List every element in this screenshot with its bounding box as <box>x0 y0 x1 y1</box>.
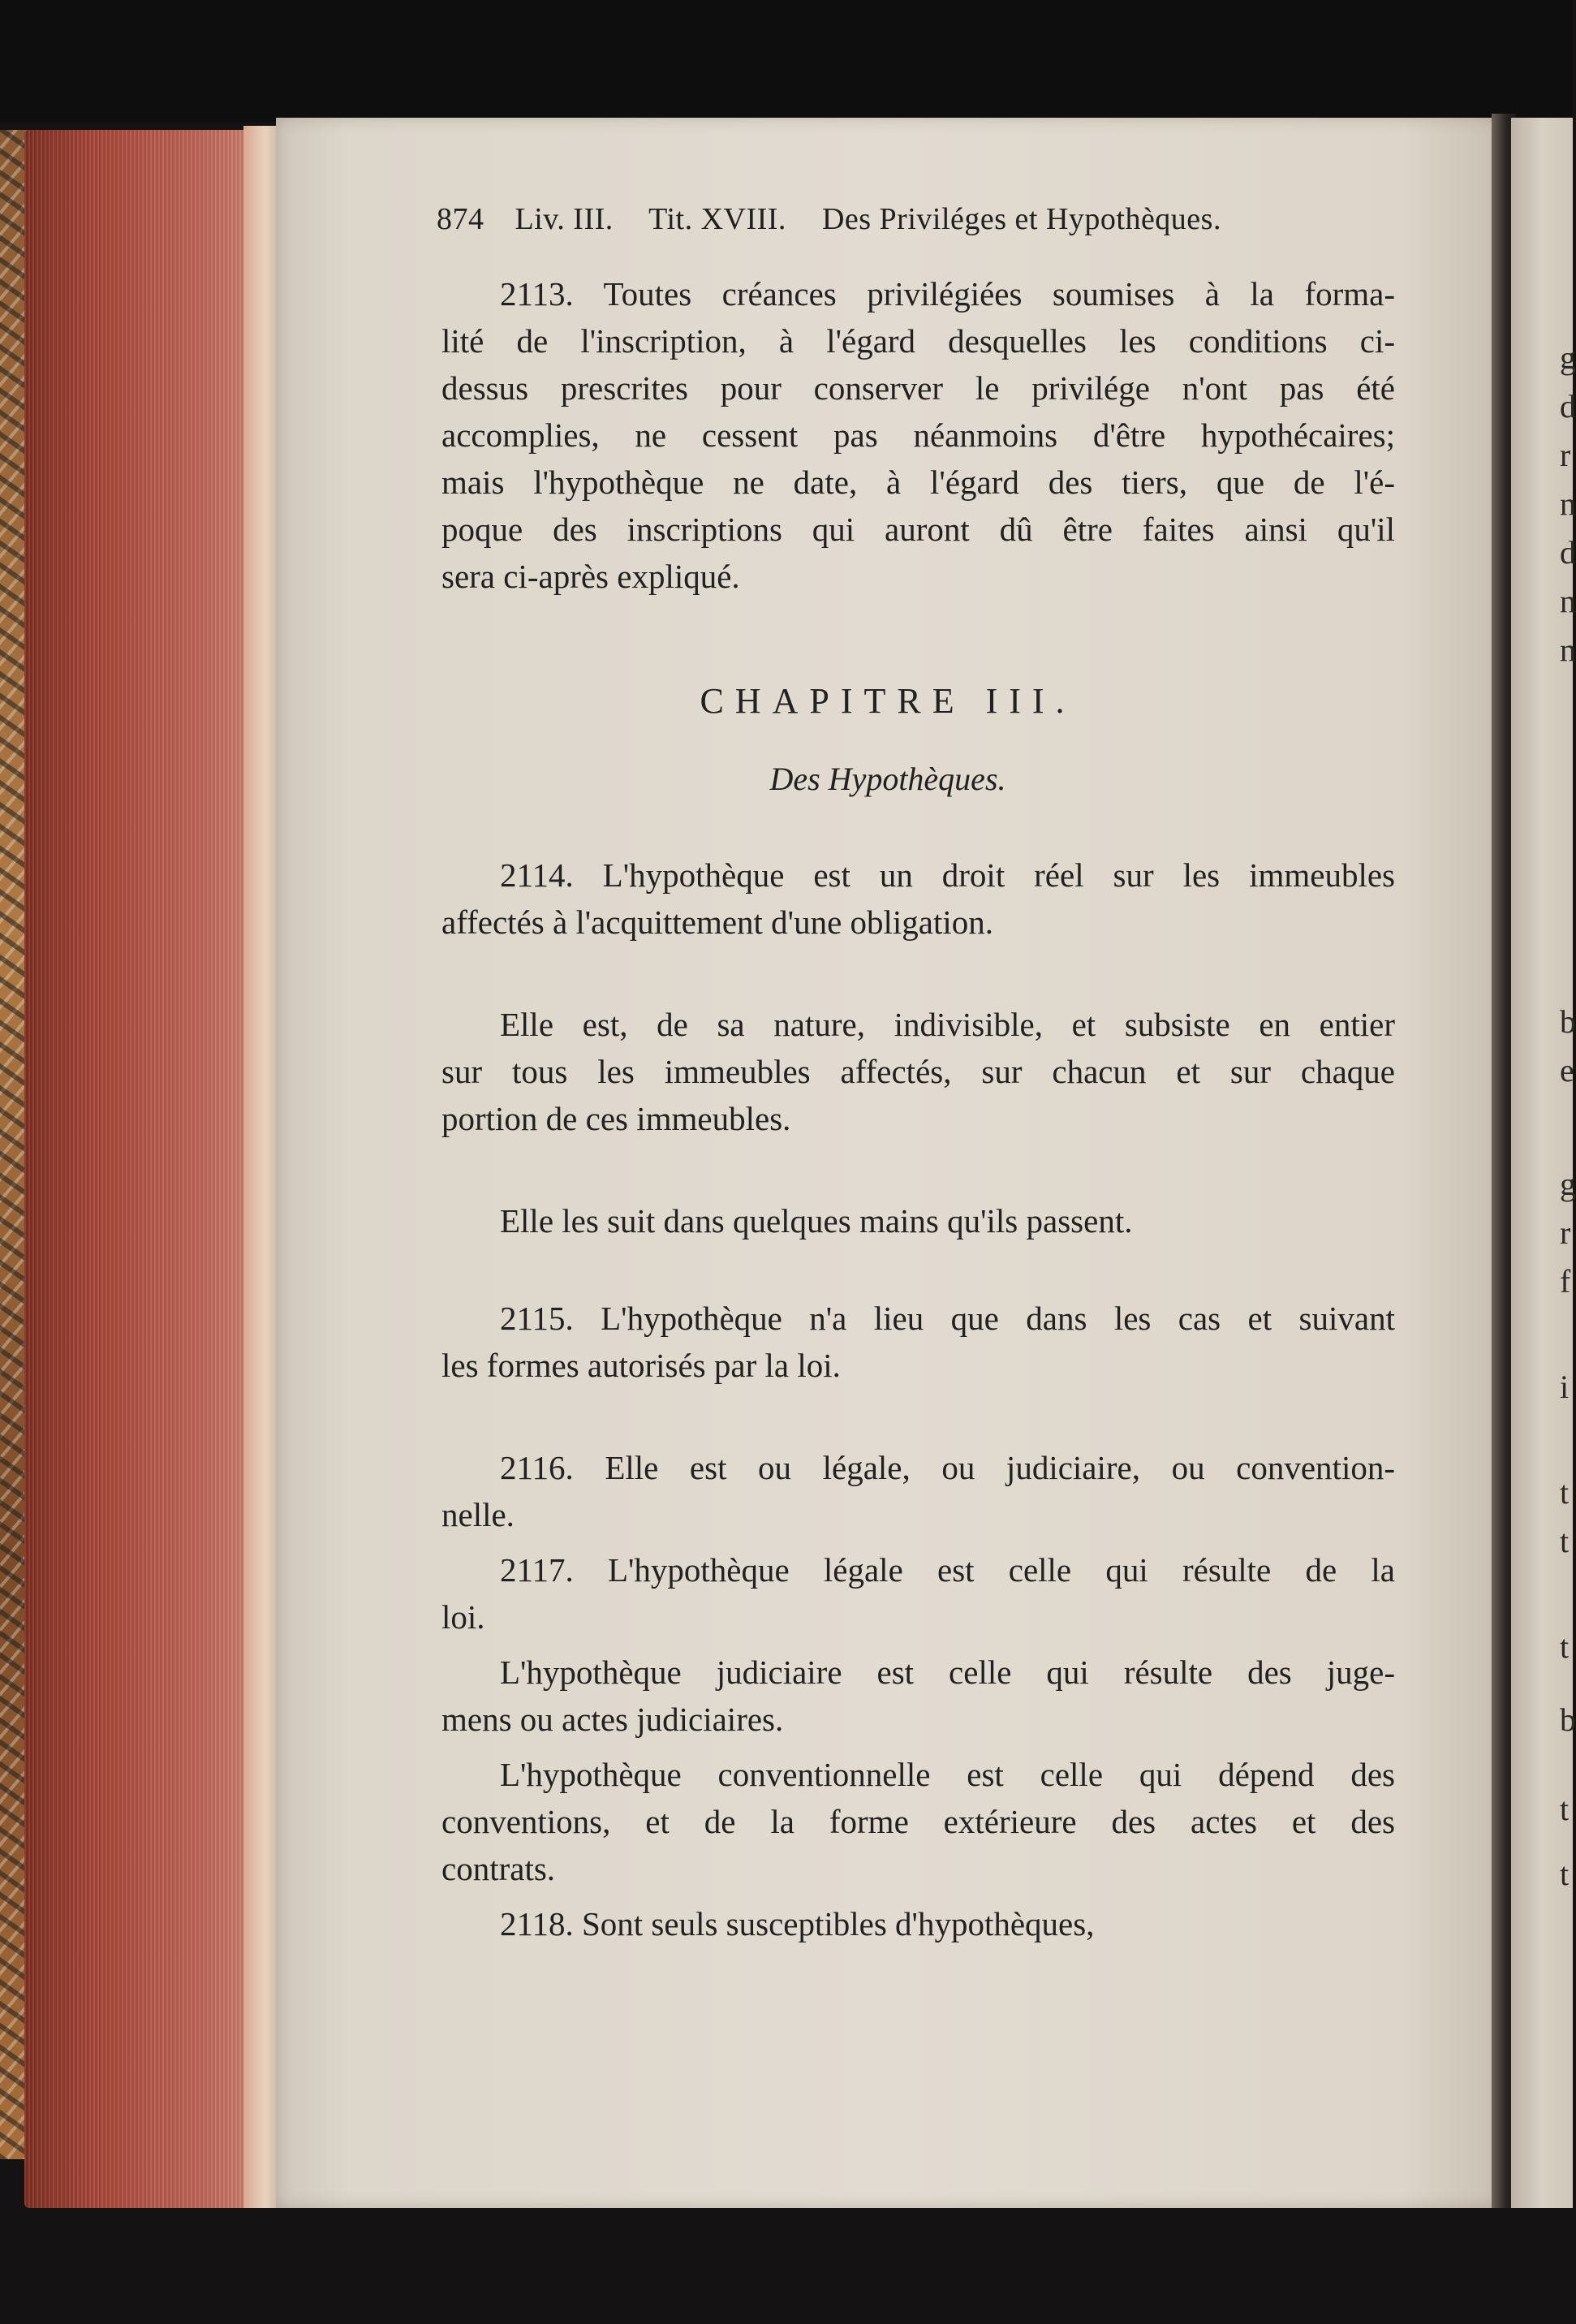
facing-letter: r <box>1560 1214 1571 1251</box>
header-title: Tit. XVIII. <box>648 202 786 236</box>
page-edge-highlight <box>243 126 279 2208</box>
text-line: accomplies, ne cessent pas néanmoins d'être hypothécaires; <box>441 416 1395 454</box>
facing-letter: n <box>1560 583 1576 619</box>
running-header <box>437 201 1221 237</box>
facing-letter: d <box>1560 534 1576 571</box>
text-line: Elle les suit dans quelques mains qu'ils passent. <box>500 1202 1133 1240</box>
facing-letter: i <box>1560 1369 1570 1405</box>
text-line: 2113. Toutes créances privilégiées soumises à la forma- <box>500 275 1395 313</box>
text-line: 2116. Elle est ou légale, ou judiciaire, ou convention- <box>500 1449 1395 1486</box>
text-line: 2118. Sont seuls susceptibles d'hypothèques, <box>500 1905 1095 1942</box>
header-book: Liv. III. <box>515 202 614 236</box>
facing-letter: r <box>1560 437 1571 473</box>
facing-letter: t <box>1560 1523 1570 1559</box>
text-line: conventions, et de la forme extérieure des actes et des <box>441 1803 1395 1840</box>
text-line: 2117. L'hypothèque légale est celle qui résulte de la <box>500 1551 1395 1589</box>
facing-letter: n <box>1560 485 1576 522</box>
facing-letter: t <box>1560 1474 1570 1511</box>
text-line: sur tous les immeubles affectés, sur chacun et sur chaque <box>441 1053 1395 1090</box>
top-shadow <box>0 0 1573 122</box>
text-line: affectés à l'acquittement d'une obligation. <box>441 903 994 941</box>
text-line: les formes autorisés par la loi. <box>441 1347 841 1384</box>
facing-letter: g <box>1560 339 1576 376</box>
facing-letter: g <box>1560 1166 1576 1202</box>
text-line: mens ou actes judiciaires. <box>441 1701 784 1738</box>
text-line: lité de l'inscription, à l'égard desquelles les conditions ci- <box>441 322 1395 360</box>
text-line: loi. <box>441 1598 485 1636</box>
text-line: poque des inscriptions qui auront dû être faites ainsi qu'il <box>441 511 1395 548</box>
facing-letter: t <box>1560 1628 1570 1665</box>
text-line: L'hypothèque conventionnelle est celle qui dépend des <box>500 1756 1395 1793</box>
text-line: Elle est, de sa nature, indivisible, et subsiste en entier <box>500 1006 1395 1043</box>
text-line: portion de ces immeubles. <box>441 1100 791 1137</box>
text-line: L'hypothèque judiciaire est celle qui résulte des juge- <box>500 1654 1395 1691</box>
text-line: 2114. L'hypothèque est un droit réel sur les immeubles <box>500 856 1395 894</box>
header-subject: Des Priviléges et Hypothèques. <box>821 202 1221 236</box>
text-line: mais l'hypothèque ne date, à l'égard des tiers, que de l'é- <box>441 464 1395 501</box>
facing-letter: f <box>1560 1263 1571 1300</box>
text-line: contrats. <box>441 1850 556 1887</box>
page-number: 874 <box>437 202 484 236</box>
facing-letter: b <box>1560 1003 1576 1040</box>
facing-page <box>1511 118 1576 2208</box>
facing-letter: e <box>1560 1052 1574 1089</box>
bottom-shadow <box>0 2200 1573 2324</box>
facing-letter: t <box>1560 1791 1570 1827</box>
text-line: 2115. L'hypothèque n'a lieu que dans les cas et suivant <box>500 1300 1395 1337</box>
chapter-title: CHAPITRE III. <box>700 681 1076 721</box>
facing-letter: d <box>1560 388 1576 425</box>
page-edges <box>24 130 276 2208</box>
facing-letter: n <box>1560 632 1576 668</box>
facing-letter: b <box>1560 1701 1576 1738</box>
chapter-subtitle: Des Hypothèques. <box>769 761 1006 797</box>
text-line: sera ci-après expliqué. <box>441 558 740 595</box>
facing-letter: t <box>1560 1856 1570 1892</box>
text-line: nelle. <box>441 1496 515 1533</box>
text-line: dessus prescrites pour conserver le privilége n'ont pas été <box>441 369 1395 407</box>
